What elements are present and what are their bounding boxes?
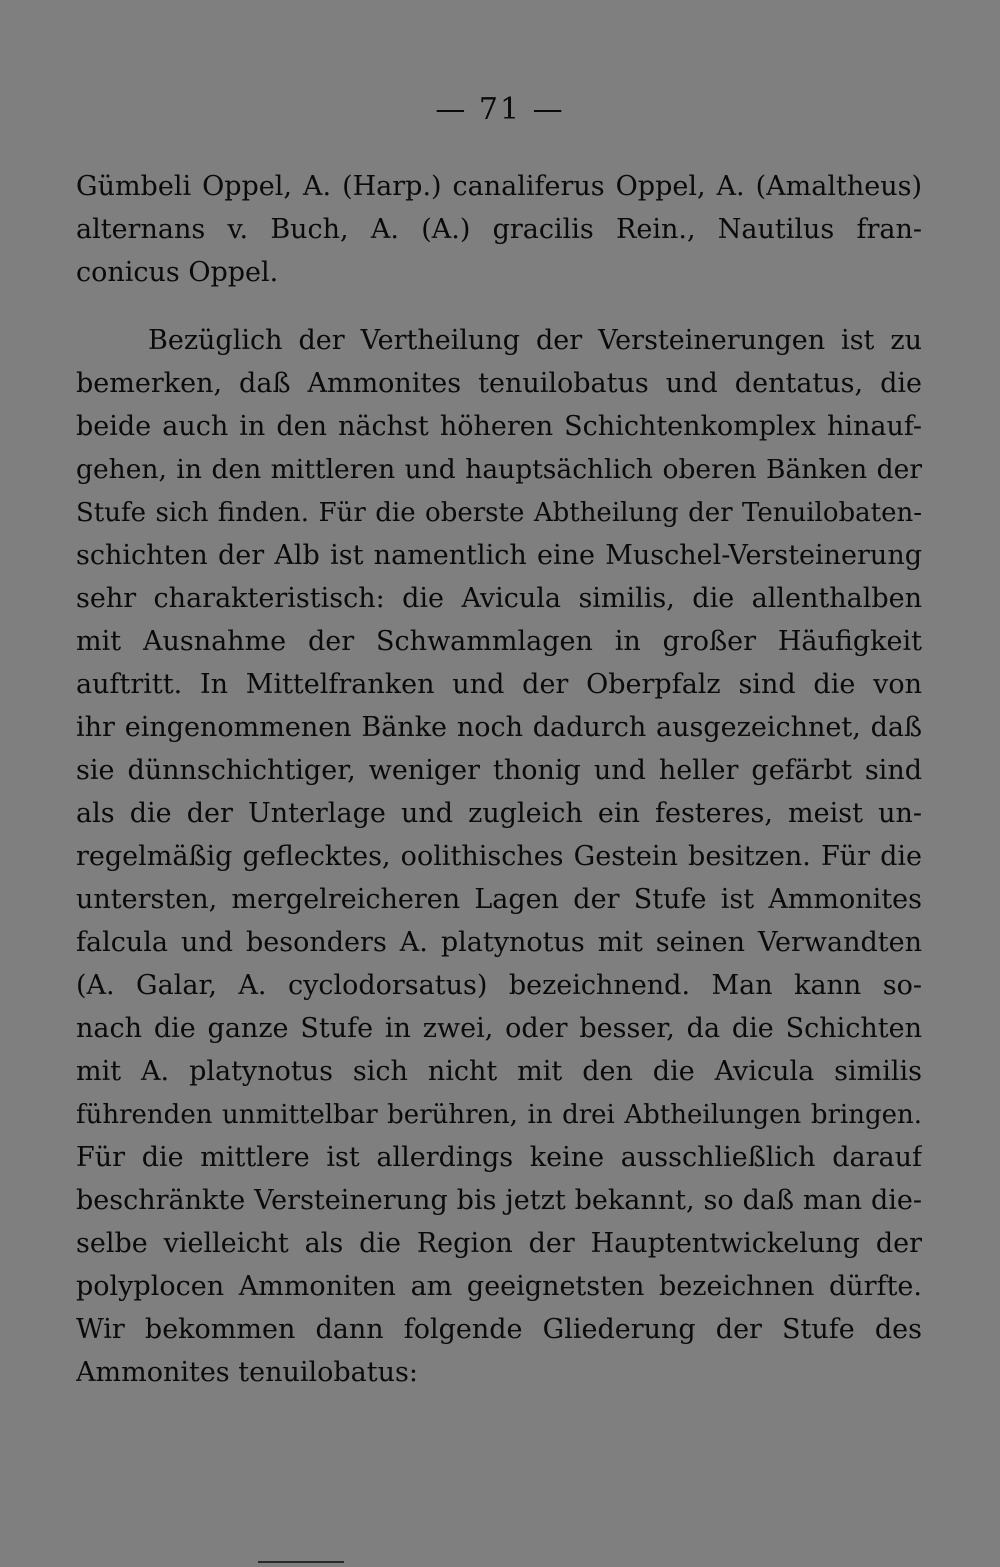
text-line: conicus Oppel.	[76, 257, 279, 288]
text-line: schichten der Alb ist namentlich eine Muschel-Versteinerung	[76, 540, 922, 571]
text-line: Wir bekommen dann folgende Gliederung der Stufe des	[76, 1314, 922, 1345]
text-line: Ammonites tenuilobatus:	[76, 1357, 418, 1388]
text-line: gehen, in den mittleren und hauptsächlich oberen Bänken der	[76, 454, 922, 485]
page-number: — 71 —	[435, 92, 565, 127]
text-line: alternans v. Buch, A. (A.) gracilis Rein., Nautilus fran-	[76, 214, 922, 245]
text-line: als die der Unterlage und zugleich ein festeres, meist un-	[76, 798, 922, 829]
text-line: beide auch in den nächst höheren Schichtenkomplex hinauf-	[76, 411, 922, 442]
text-line: Stufe sich finden. Für die oberste Abtheilung der Tenuilobaten-	[76, 498, 922, 528]
text-line: selbe vielleicht als die Region der Hauptentwickelung der	[76, 1228, 922, 1259]
bottom-rule	[258, 1561, 344, 1563]
text-line: ihr eingenommenen Bänke noch dadurch ausgezeichnet, daß	[76, 712, 922, 743]
text-line: Für die mittlere ist allerdings keine ausschließlich darauf	[76, 1142, 922, 1173]
text-line: beschränkte Versteinerung bis jetzt bekannt, so daß man die-	[76, 1185, 922, 1216]
text-line: mit Ausnahme der Schwammlagen in großer Häufigkeit	[76, 626, 922, 657]
text-line: sie dünnschichtiger, weniger thonig und heller gefärbt sind	[76, 755, 922, 786]
text-line: auftritt. In Mittelfranken und der Oberpfalz sind die von	[76, 669, 922, 700]
text-line: sehr charakteristisch: die Avicula similis, die allenthalben	[76, 583, 922, 614]
text-line: untersten, mergelreicheren Lagen der Stufe ist Ammonites	[76, 884, 922, 915]
text-line: mit A. platynotus sich nicht mit den die Avicula similis	[76, 1056, 922, 1087]
text-line: falcula und besonders A. platynotus mit seinen Verwandten	[76, 927, 922, 958]
text-line: nach die ganze Stufe in zwei, oder besser, da die Schichten	[76, 1013, 922, 1044]
text-line: (A. Galar, A. cyclodorsatus) bezeichnend. Man kann so-	[76, 970, 922, 1001]
text-line: Gümbeli Oppel, A. (Harp.) canaliferus Oppel, A. (Amaltheus)	[76, 171, 922, 202]
text-line: regelmäßig geflecktes, oolithisches Gestein besitzen. Für die	[76, 841, 922, 872]
text-line: Bezüglich der Vertheilung der Versteinerungen ist zu	[148, 325, 922, 356]
text-line: führenden unmittelbar berühren, in drei Abtheilungen bringen.	[76, 1100, 922, 1130]
text-line: polyplocen Ammoniten am geeignetsten bezeichnen dürfte.	[76, 1271, 922, 1302]
text-line: bemerken, daß Ammonites tenuilobatus und dentatus, die	[76, 368, 922, 399]
